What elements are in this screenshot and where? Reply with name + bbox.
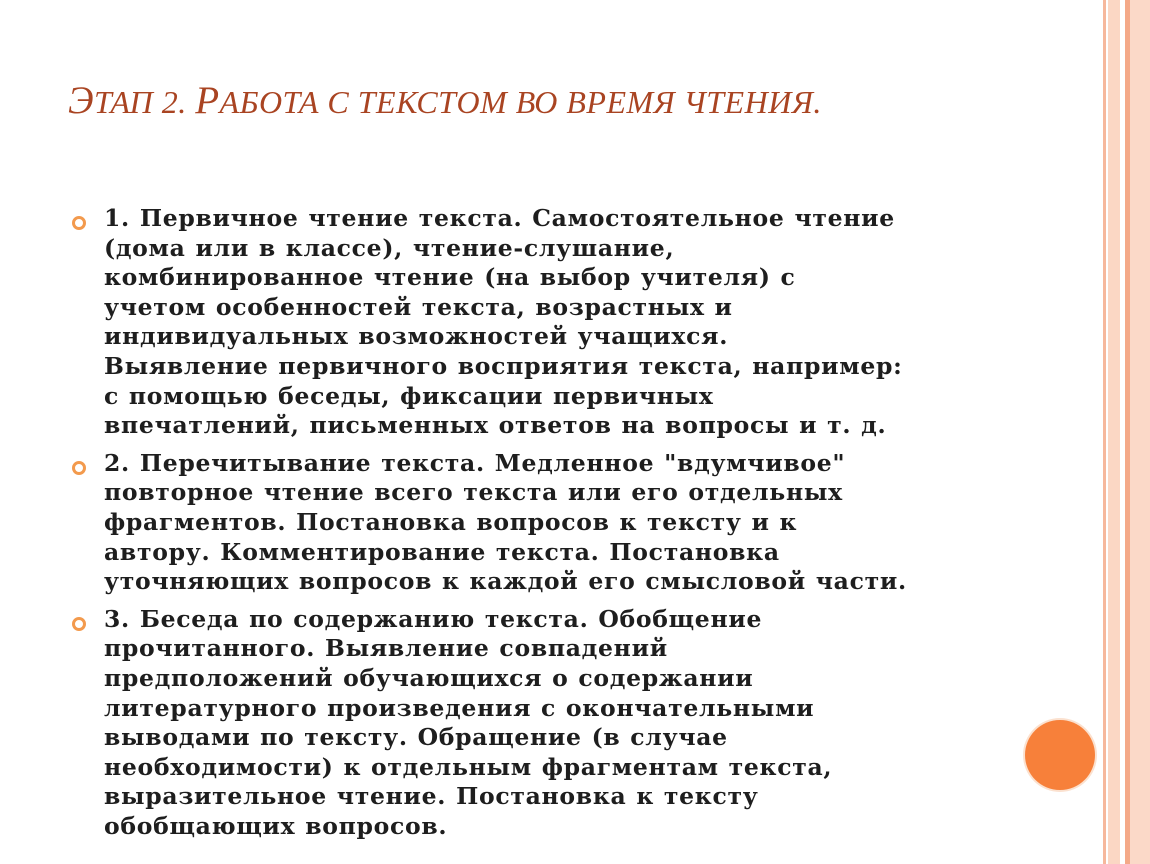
title-initial: Э bbox=[68, 79, 95, 122]
slide-title bbox=[68, 78, 1068, 123]
title-part: ТАП 2. bbox=[94, 84, 196, 120]
title-initial: Р bbox=[195, 79, 220, 122]
bullet-list bbox=[68, 204, 1028, 849]
circle-bullet-icon bbox=[72, 617, 86, 631]
list-item-text: 1. Первичное чтение текста. Самостоятельное чтение (дома или в классе), чтение-слушание, комбинированное чтение (на выбор учителя) с учетом особенностей текста, возрастных и индивидуальных возможностей учащихся. Выявление первичного восприятия текста, например: с помощью беседы, фиксации первичных впечатлений, письменных ответов на вопросы и т. д. bbox=[104, 204, 903, 440]
decorative-circle bbox=[1025, 720, 1095, 790]
circle-bullet-icon bbox=[72, 461, 86, 475]
border-stripe bbox=[1108, 0, 1120, 864]
list-item-text: 2. Перечитывание текста. Медленное "вдумчивое" повторное чтение всего текста или его отдельных фрагментов. Постановка вопросов к тексту и к автору. Комментирование текста. Постановка уточняющих вопросов к каждой его смысловой части. bbox=[104, 448, 907, 596]
circle-bullet-icon bbox=[72, 216, 86, 230]
list-item bbox=[68, 204, 1028, 441]
border-stripe bbox=[1103, 0, 1106, 864]
title-part: АБОТА С ТЕКСТОМ ВО ВРЕМЯ ЧТЕНИЯ. bbox=[219, 84, 822, 120]
border-stripe bbox=[1130, 0, 1150, 864]
list-item bbox=[68, 605, 1028, 842]
list-item bbox=[68, 449, 1028, 597]
list-item-text: 3. Беседа по содержанию текста. Обобщение прочитанного. Выявление совпадений предположений обучающихся о содержании литературного произведения с окончательными выводами по тексту. Обращение (в случае необходимости) к отдельным фрагментам текста, выразительное чтение. Постановка к тексту обобщающих вопросов. bbox=[104, 604, 833, 840]
